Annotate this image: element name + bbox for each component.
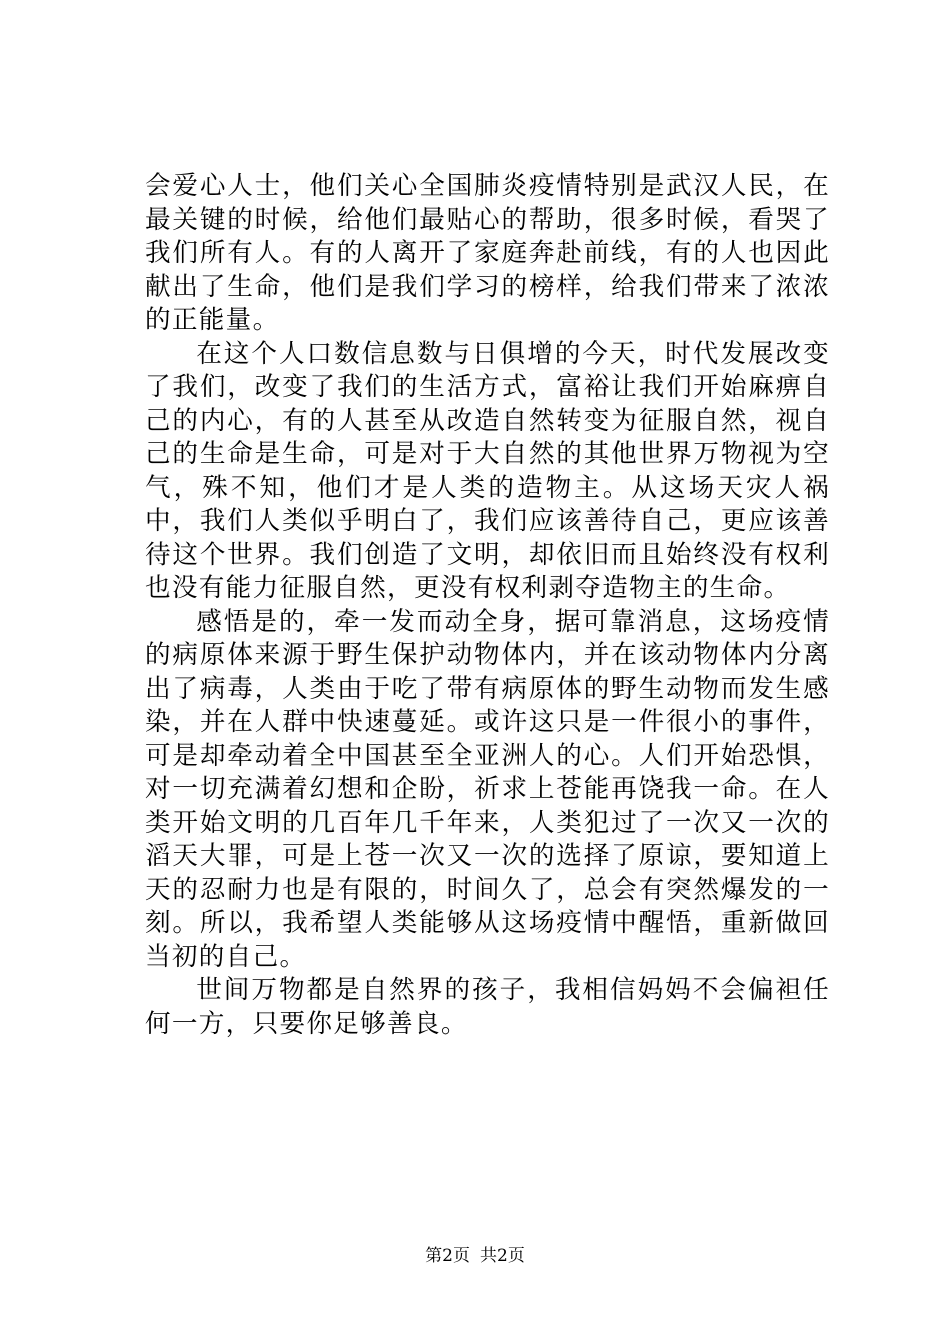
page-number-current: 第2页	[425, 1246, 470, 1266]
document-body	[145, 170, 830, 1041]
paragraph-2: 在这个人口数信息数与日俱增的今天，时代发展改变了我们，改变了我们的生活方式，富裕让我们开始麻痹自己的内心，有的人甚至从改造自然转变为征服自然，视自己的生命是生命，可是对于大自然的其他世界万物视为空气，殊不知，他们才是人类的造物主。从这场天灾人祸中，我们人类似乎明白了，我们应该善待自己，更应该善待这个世界。我们创造了文明，却依旧而且始终没有权利也没有能力征服自然，更没有权利剥夺造物主的生命。	[145, 338, 830, 603]
paragraph-1: 会爱心人士，他们关心全国肺炎疫情特别是武汉人民，在最关键的时候，给他们最贴心的帮助，很多时候，看哭了我们所有人。有的人离开了家庭奔赴前线，有的人也因此献出了生命，他们是我们学习的榜样，给我们带来了浓浓的正能量。	[145, 171, 830, 335]
paragraph-4: 世间万物都是自然界的孩子，我相信妈妈不会偏袒任何一方，只要你足够善良。	[145, 975, 830, 1039]
page-number-total: 共2页	[480, 1246, 525, 1266]
paragraph-3: 感悟是的，牵一发而动全身，据可靠消息，这场疫情的病原体来源于野生保护动物体内，并在该动物体内分离出了病毒，人类由于吃了带有病原体的野生动物而发生感染，并在人群中快速蔓延。或许这只是一件很小的事件，可是却牵动着全中国甚至全亚洲人的心。人们开始恐惧，对一切充满着幻想和企盼，祈求上苍能再饶我一命。在人类开始文明的几百年几千年来，人类犯过了一次又一次的滔天大罪，可是上苍一次又一次的选择了原谅，要知道上天的忍耐力也是有限的，时间久了，总会有突然爆发的一刻。所以，我希望人类能够从这场疫情中醒悟，重新做回当初的自己。	[145, 606, 830, 972]
page-footer	[0, 1244, 950, 1268]
